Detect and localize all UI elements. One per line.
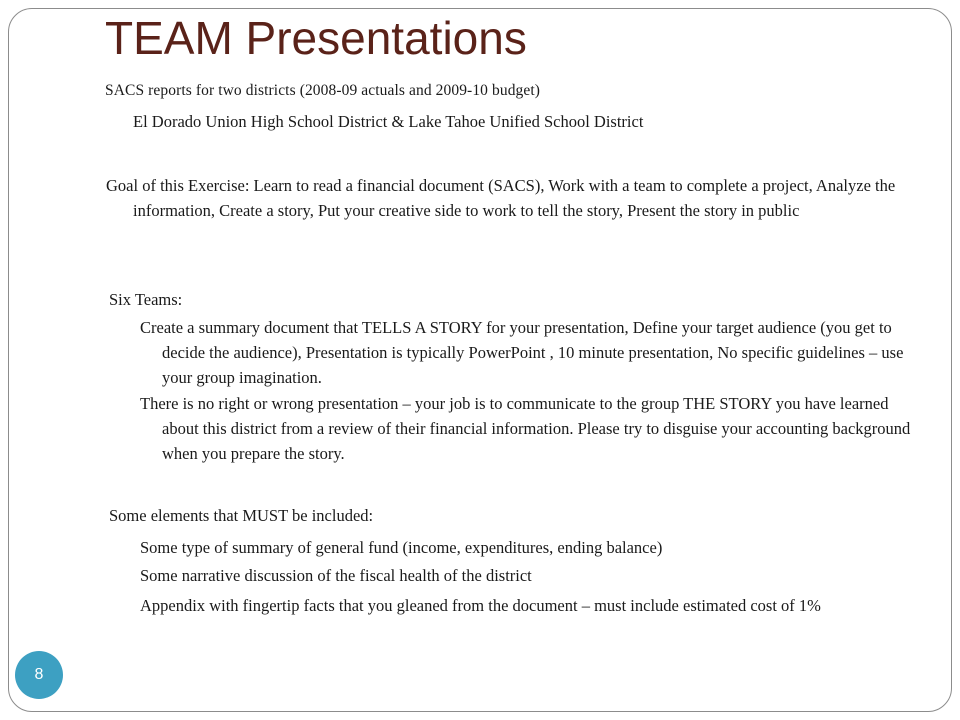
required-element-item: Some type of summary of general fund (income, expenditures, ending balance) — [140, 538, 663, 557]
page-number: 8 — [34, 666, 44, 683]
required-element-item: Appendix with fingertip facts that you gleaned from the document – must include estimated cost of 1% — [140, 596, 821, 615]
summary-instructions: Create a summary document that TELLS A STORY for your presentation, Define your target audience (you get to decide the audience), Presentation is typically PowerPoint , 10 minute presentation, No specific guidelines – use your group imagination. — [140, 318, 904, 387]
slide-title: TEAM Presentations — [105, 12, 527, 64]
required-elements-heading: Some elements that MUST be included: — [109, 506, 374, 525]
subtitle-text: SACS reports for two districts (2008-09 actuals and 2009-10 budget) — [105, 82, 541, 99]
six-teams-heading: Six Teams: — [109, 290, 183, 309]
goal-paragraph: Goal of this Exercise: Learn to read a financial document (SACS), Work with a team to complete a project, Analyze the information, Create a story, Put your creative side to work to tell the story, Present the story in public — [106, 176, 896, 220]
districts-text: El Dorado Union High School District & Lake Tahoe Unified School District — [133, 112, 644, 131]
required-element-item: Some narrative discussion of the fiscal health of the district — [140, 566, 532, 585]
page-number-badge — [15, 651, 63, 699]
no-right-wrong-paragraph: There is no right or wrong presentation – your job is to communicate to the group THE STORY you have learned about this district from a review of their financial information. Please try to disguise your accounting background when you prepare the story. — [140, 394, 911, 463]
